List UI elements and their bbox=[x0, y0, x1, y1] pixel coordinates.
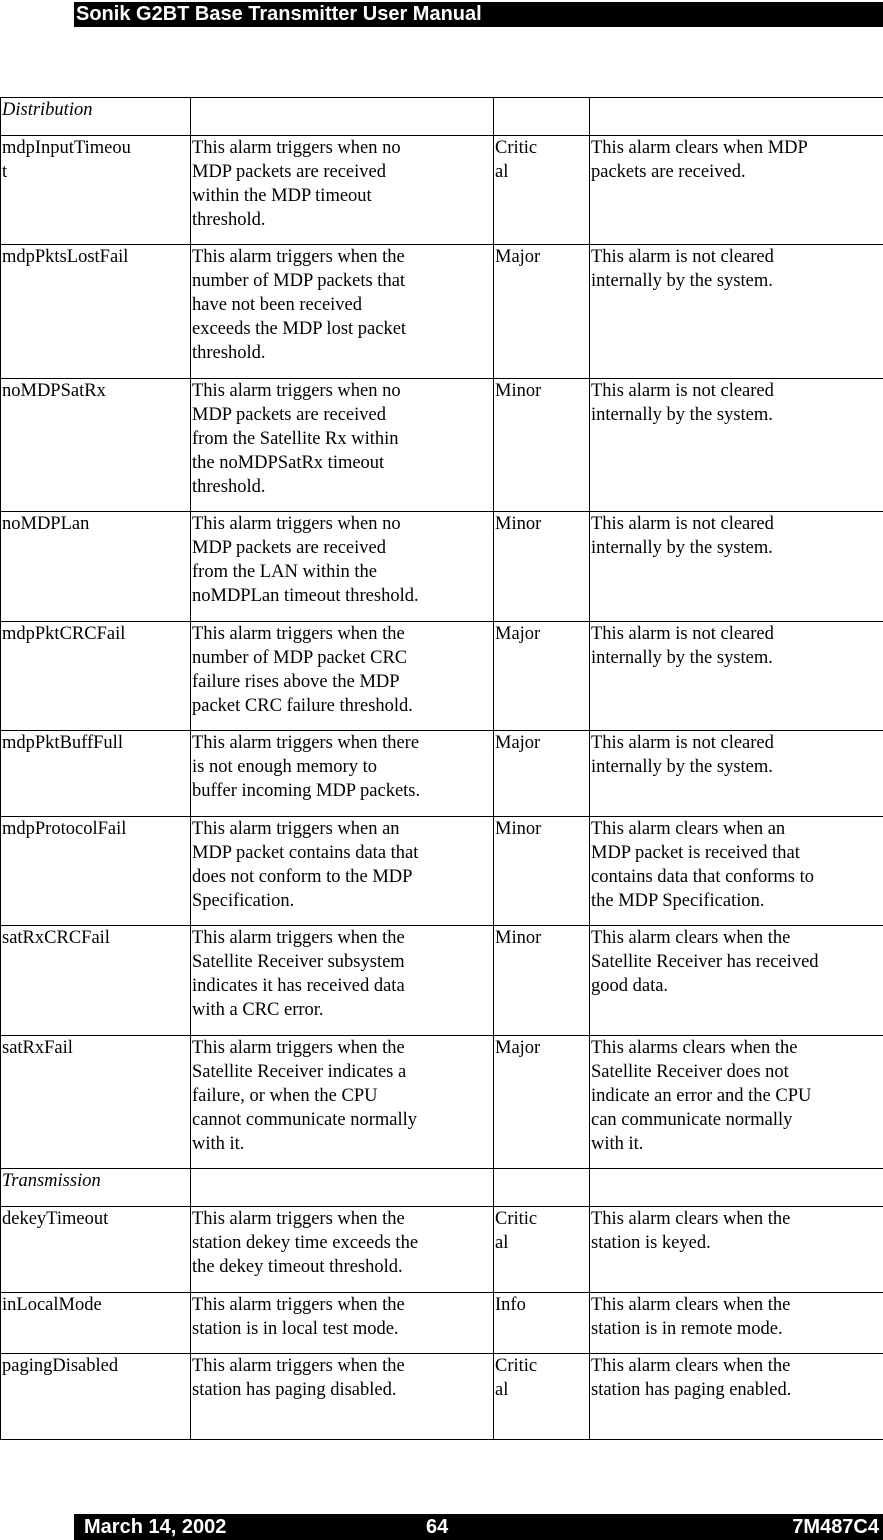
alarm-clear-cell: This alarm clears when MDP packets are received. bbox=[590, 136, 883, 245]
alarm-severity-cell: Minor bbox=[494, 512, 590, 622]
alarm-clear-cell: This alarms clears when the Satellite Receiver does not indicate an error and the CPU can communicate normally with it. bbox=[590, 1036, 883, 1169]
section-row bbox=[1, 1169, 883, 1207]
alarm-trigger-cell: This alarm triggers when there is not enough memory to buffer incoming MDP packets. bbox=[191, 731, 494, 817]
table-row bbox=[1, 245, 883, 379]
table-row bbox=[1, 512, 883, 622]
alarm-severity-cell: Info bbox=[494, 1293, 590, 1354]
section-label-cell bbox=[1, 98, 191, 136]
alarm-table-body bbox=[1, 98, 883, 1440]
table-row bbox=[1, 1293, 883, 1354]
alarm-name-cell: dekeyTimeout bbox=[1, 1207, 191, 1293]
alarm-trigger-cell: This alarm triggers when an MDP packet contains data that does not conform to the MDP Specification. bbox=[191, 817, 494, 926]
footer-date: March 14, 2002 bbox=[84, 1516, 227, 1538]
alarm-name-cell: noMDPLan bbox=[1, 512, 191, 622]
alarm-clear-cell: This alarm is not cleared internally by the system. bbox=[590, 731, 883, 817]
section-label: Distribution bbox=[2, 100, 93, 120]
alarm-name-cell: pagingDisabled bbox=[1, 1354, 191, 1440]
alarm-trigger-cell bbox=[191, 1169, 494, 1207]
table-row bbox=[1, 817, 883, 926]
alarm-clear-cell: This alarm clears when the station is keyed. bbox=[590, 1207, 883, 1293]
alarm-severity-cell bbox=[494, 1169, 590, 1207]
table-row bbox=[1, 1036, 883, 1169]
section-label: Transmission bbox=[2, 1171, 101, 1191]
alarm-clear-cell: This alarm is not cleared internally by the system. bbox=[590, 379, 883, 512]
alarm-table bbox=[0, 97, 883, 1440]
alarm-trigger-cell: This alarm triggers when the station is in local test mode. bbox=[191, 1293, 494, 1354]
alarm-trigger-cell: This alarm triggers when no MDP packets are received within the MDP timeout threshold. bbox=[191, 136, 494, 245]
alarm-severity-cell: Major bbox=[494, 731, 590, 817]
page-footer bbox=[74, 1514, 883, 1540]
table-row bbox=[1, 731, 883, 817]
alarm-name-cell: mdpInputTimeou t bbox=[1, 136, 191, 245]
alarm-severity-cell: Critic al bbox=[494, 1207, 590, 1293]
alarm-severity-cell: Major bbox=[494, 1036, 590, 1169]
page-header bbox=[74, 2, 883, 27]
alarm-clear-cell bbox=[590, 1169, 883, 1207]
alarm-trigger-cell: This alarm triggers when no MDP packets are received from the Satellite Rx within the noMDPSatRx timeout threshold. bbox=[191, 379, 494, 512]
alarm-severity-cell: Minor bbox=[494, 817, 590, 926]
alarm-clear-cell: This alarm is not cleared internally by the system. bbox=[590, 245, 883, 379]
alarm-trigger-cell: This alarm triggers when the station has paging disabled. bbox=[191, 1354, 494, 1440]
alarm-trigger-cell: This alarm triggers when the Satellite Receiver indicates a failure, or when the CPU cannot communicate normally with it. bbox=[191, 1036, 494, 1169]
alarm-severity-cell: Minor bbox=[494, 379, 590, 512]
section-label-cell bbox=[1, 1169, 191, 1207]
table-row bbox=[1, 622, 883, 731]
alarm-clear-cell: This alarm clears when the station has paging enabled. bbox=[590, 1354, 883, 1440]
alarm-clear-cell: This alarm clears when the station is in remote mode. bbox=[590, 1293, 883, 1354]
section-row bbox=[1, 98, 883, 136]
table-row bbox=[1, 926, 883, 1036]
alarm-clear-cell: This alarm is not cleared internally by the system. bbox=[590, 512, 883, 622]
table-row bbox=[1, 136, 883, 245]
alarm-severity-cell: Major bbox=[494, 245, 590, 379]
alarm-clear-cell: This alarm is not cleared internally by the system. bbox=[590, 622, 883, 731]
footer-page-number: 64 bbox=[426, 1516, 449, 1538]
alarm-clear-cell bbox=[590, 98, 883, 136]
footer-document-id: 7M487C4 bbox=[792, 1516, 879, 1538]
alarm-trigger-cell: This alarm triggers when the number of MDP packets that have not been received exceeds the MDP lost packet threshold. bbox=[191, 245, 494, 379]
alarm-name-cell: satRxCRCFail bbox=[1, 926, 191, 1036]
alarm-name-cell: mdpPktsLostFail bbox=[1, 245, 191, 379]
alarm-name-cell: satRxFail bbox=[1, 1036, 191, 1169]
table-row bbox=[1, 1354, 883, 1440]
alarm-name-cell: noMDPSatRx bbox=[1, 379, 191, 512]
alarm-clear-cell: This alarm clears when an MDP packet is received that contains data that conforms to the MDP Specification. bbox=[590, 817, 883, 926]
alarm-name-cell: inLocalMode bbox=[1, 1293, 191, 1354]
alarm-name-cell: mdpProtocolFail bbox=[1, 817, 191, 926]
alarm-severity-cell: Critic al bbox=[494, 1354, 590, 1440]
alarm-severity-cell bbox=[494, 98, 590, 136]
alarm-severity-cell: Minor bbox=[494, 926, 590, 1036]
alarm-name-cell: mdpPktCRCFail bbox=[1, 622, 191, 731]
alarm-severity-cell: Major bbox=[494, 622, 590, 731]
alarm-trigger-cell: This alarm triggers when the Satellite Receiver subsystem indicates it has received data with a CRC error. bbox=[191, 926, 494, 1036]
alarm-trigger-cell bbox=[191, 98, 494, 136]
alarm-trigger-cell: This alarm triggers when no MDP packets are received from the LAN within the noMDPLan timeout threshold. bbox=[191, 512, 494, 622]
alarm-name-cell: mdpPktBuffFull bbox=[1, 731, 191, 817]
manual-title: Sonik G2BT Base Transmitter User Manual bbox=[76, 3, 482, 25]
alarm-trigger-cell: This alarm triggers when the station dekey time exceeds the the dekey timeout threshold. bbox=[191, 1207, 494, 1293]
table-row bbox=[1, 379, 883, 512]
alarm-clear-cell: This alarm clears when the Satellite Receiver has received good data. bbox=[590, 926, 883, 1036]
alarm-trigger-cell: This alarm triggers when the number of MDP packet CRC failure rises above the MDP packet CRC failure threshold. bbox=[191, 622, 494, 731]
table-row bbox=[1, 1207, 883, 1293]
alarm-severity-cell: Critic al bbox=[494, 136, 590, 245]
